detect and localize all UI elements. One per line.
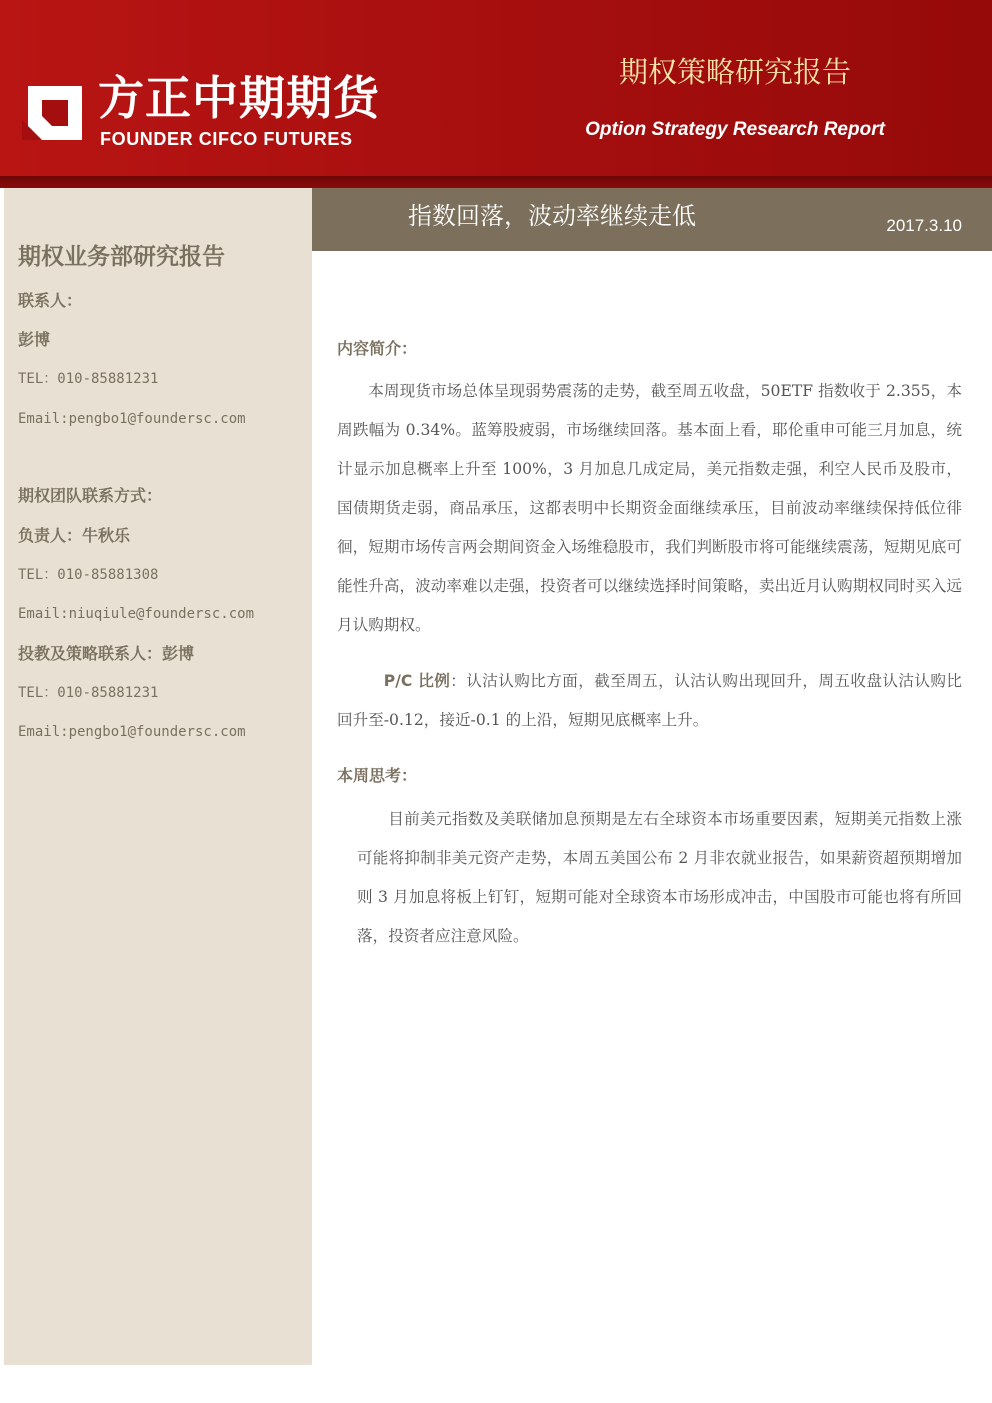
company-name-en: FOUNDER CIFCO FUTURES	[100, 129, 353, 149]
report-type-title-cn: 期权策略研究报告	[618, 55, 851, 89]
report-type-title-en: Option Strategy Research Report	[585, 119, 885, 140]
contact-sidebar	[4, 188, 312, 1365]
contact-name: 彭博	[18, 330, 51, 349]
pc-ratio-paragraph	[337, 662, 962, 740]
founder-logo-icon	[22, 80, 88, 146]
team-email[interactable]: Email:niuqiule@foundersc.com	[18, 606, 255, 622]
contact-label: 联系人：	[18, 291, 83, 310]
company-name-cn: 方正中期期货	[98, 71, 380, 125]
report-header	[0, 0, 992, 176]
weekly-thinking-paragraph: 目前美元指数及美联储加息预期是左右全球资本市场重要因素，短期美元指数上涨可能将抑制非美元资产走势，本周五美国公布 2 月非农就业报告，如果薪资超预期增加则 3 月加息将板上钉钉，短期可能对全球资本市场形成冲击，中国股市可能也将有所回落，投资者应注意风险。	[357, 810, 962, 945]
report-date: 2017.3.10	[886, 216, 962, 235]
pc-ratio-text: ：认沽认购比方面，截至周五，认沽认购出现回升，周五收盘认沽认购比回升至-0.12，接近-0.1 的上沿，短期见底概率上升。	[337, 672, 962, 729]
report-title: 指数回落，波动率继续走低	[408, 202, 696, 230]
team-contact-label: 期权团队联系方式：	[18, 486, 163, 505]
contact-email[interactable]: Email:pengbo1@foundersc.com	[18, 411, 246, 427]
strategy-tel: TEL：010-85881231	[18, 685, 159, 701]
pc-ratio-label: P/C 比例	[383, 672, 451, 690]
contact-tel: TEL：010-85881231	[18, 371, 159, 387]
team-lead: 负责人：牛秋乐	[18, 526, 131, 545]
report-title-band	[312, 188, 992, 251]
strategy-contact-label: 投教及策略联系人：彭博	[18, 644, 195, 663]
strategy-email[interactable]: Email:pengbo1@foundersc.com	[18, 724, 246, 740]
department-heading: 期权业务部研究报告	[18, 244, 225, 270]
header-divider	[0, 176, 992, 188]
summary-heading: 内容简介：	[337, 339, 418, 358]
weekly-thinking-heading: 本周思考：	[337, 766, 418, 785]
team-tel: TEL：010-85881308	[18, 567, 159, 583]
summary-paragraph: 本周现货市场总体呈现弱势震荡的走势，截至周五收盘，50ETF 指数收于 2.355，本周跌幅为 0.34%。蓝筹股疲弱，市场继续回落。基本面上看，耶伦重申可能三月加息，统计显示加息概率上升至 100%，3 月加息几成定局，美元指数走强，利空人民币及股市，国债期货走弱，商品承压，这都表明中长期资金面继续承压，目前波动率继续保持低位徘徊，短期市场传言两会期间资金入场维稳股市，我们判断股市将可能继续震荡，短期见底可能性升高，波动率难以走强，投资者可以继续选择时间策略，卖出近月认购期权同时买入远月认购期权。	[337, 382, 962, 634]
